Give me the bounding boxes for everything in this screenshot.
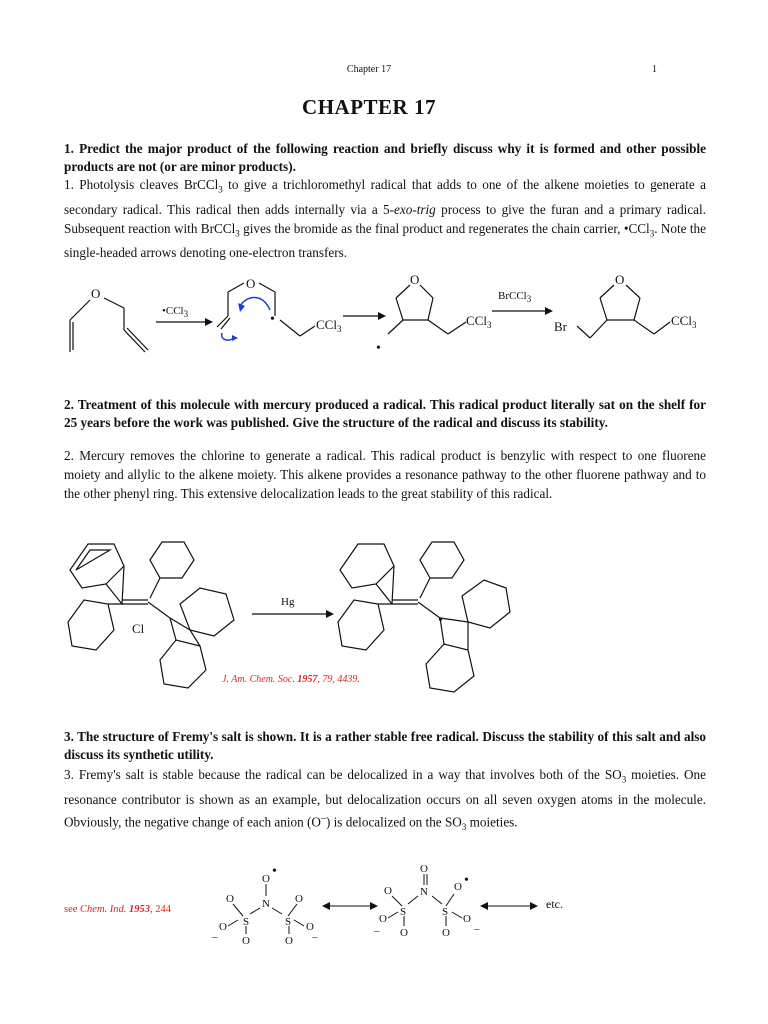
reference-chem-ind: see Chem. Ind. 1953, 244 bbox=[64, 904, 172, 915]
ccl3-label-3: CCl bbox=[671, 313, 692, 328]
svg-text:CCl3: CCl$_3$ bbox=[466, 313, 492, 330]
question-1: 1. Predict the major product of the following reaction and briefly discuss why it is formed and other possible products are not (or are minor products). bbox=[64, 141, 706, 174]
fremy2-o-left2: O bbox=[379, 913, 387, 925]
fremy2-s-left: S bbox=[400, 906, 407, 918]
ccl3-label-1: CCl bbox=[316, 317, 337, 332]
etc-label: etc. bbox=[546, 897, 563, 911]
fremy1-o-right2: O bbox=[306, 921, 314, 933]
mercury-reagent-label: Hg bbox=[281, 596, 295, 608]
fremy2-minus-right: – bbox=[474, 923, 480, 935]
fremy1-s-left: S bbox=[243, 916, 250, 928]
ccl3-radical-label: •CCl bbox=[162, 305, 184, 317]
fremy2-o-top: O bbox=[420, 863, 428, 875]
thf-oxygen-1: O bbox=[410, 272, 420, 287]
svg-text:•CCl3: •CCl$_3$ bbox=[162, 305, 189, 319]
answer-2: 2. Mercury removes the chlorine to generate a radical. This radical product is benzylic with respect to one fluorene moiety and allylic to the alkene moiety. This alkene provides a resonance pathway to the other fluorene pathway and to the other phenyl ring. This extensive delocalization leads to the great stability of this radical. bbox=[64, 448, 706, 501]
ether-oxygen-1: O bbox=[91, 286, 101, 301]
brccl3-reagent-label: BrCCl bbox=[498, 290, 527, 302]
fremy1-n: N bbox=[262, 898, 270, 910]
svg-text:CCl3: CCl$_3$ bbox=[671, 313, 697, 330]
fremy1-minus-left: – bbox=[212, 931, 218, 943]
fremy1-o-left: O bbox=[226, 893, 234, 905]
fremy1-s-right: S bbox=[285, 916, 292, 928]
fremy2-radical-dot: • bbox=[464, 873, 469, 888]
fremy1-radical-dot: • bbox=[272, 864, 277, 879]
question-2: 2. Treatment of this molecule with mercury produced a radical. This radical product literally sat on the shelf for 25 years before the work was published. Give the structure of the radical and discuss its stability. bbox=[64, 397, 706, 430]
fremy1-o-left3: O bbox=[242, 935, 250, 947]
svg-text:CCl3: CCl$_3$ bbox=[316, 317, 342, 334]
chloro-label: Cl bbox=[132, 621, 145, 636]
answer-1: 1. Photolysis cleaves BrCCl$_3$ to give a trichloromethyl radical that adds to one of the alkene moieties to generate a secondary radical. This radical then adds internally via a 5-exo-trig process to give the furan and a primary radical. Subsequent reaction with BrCCl$_3$ gives the bromide as the final product and regenerates the chain carrier, •CCl$_3$. Note the single-headed arrows denoting one-electron transfers. bbox=[64, 177, 706, 261]
fremy1-o-top: O bbox=[262, 873, 270, 885]
radical-dot-2: • bbox=[376, 341, 381, 356]
fremy1-o-right: O bbox=[295, 893, 303, 905]
svg-text:BrCCl3: BrCCl$_3$ bbox=[498, 290, 532, 304]
radical-dot-fluorenyl: • bbox=[438, 613, 443, 628]
fremy2-o-left3: O bbox=[400, 927, 408, 939]
reference-jacs: J. Am. Chem. Soc. 1957, 79, 4439. bbox=[222, 674, 360, 685]
fremy2-o-right2: O bbox=[463, 913, 471, 925]
fremy2-o-left: O bbox=[384, 885, 392, 897]
fremy2-s-right: S bbox=[442, 906, 449, 918]
fremy1-o-left2: O bbox=[219, 921, 227, 933]
answer-3: 3. Fremy's salt is stable because the radical can be delocalized in a way that involves both of the $SO_3$ moieties. One resonance contributor is shown as an example, but delocalization occurs on all seven oxygen atoms in the molecule. Obviously, the negative change of each anion (O–) is delocalized on the $SO_3$ moieties. bbox=[64, 767, 706, 832]
fremy2-o-right: O bbox=[454, 881, 462, 893]
chapter-title: CHAPTER 17 bbox=[302, 95, 436, 119]
radical-dot-1: • bbox=[270, 312, 275, 327]
fremy2-o-right3: O bbox=[442, 927, 450, 939]
page-number: 1 bbox=[652, 64, 657, 75]
fremy1-o-right3: O bbox=[285, 935, 293, 947]
ccl3-label-2: CCl bbox=[466, 313, 487, 328]
question-3: 3. The structure of Fremy's salt is shown. It is a rather stable free radical. Discuss the stability of this salt and also discuss its synthetic utility. bbox=[64, 729, 706, 762]
bromine-label: Br bbox=[554, 319, 567, 334]
fremy2-minus-left: – bbox=[374, 925, 380, 937]
ether-oxygen-2: O bbox=[246, 276, 256, 291]
fremy2-n: N bbox=[420, 886, 428, 898]
running-header: Chapter 17 bbox=[346, 64, 392, 75]
thf-oxygen-2: O bbox=[615, 272, 625, 287]
fremy1-minus-right: – bbox=[312, 931, 318, 943]
